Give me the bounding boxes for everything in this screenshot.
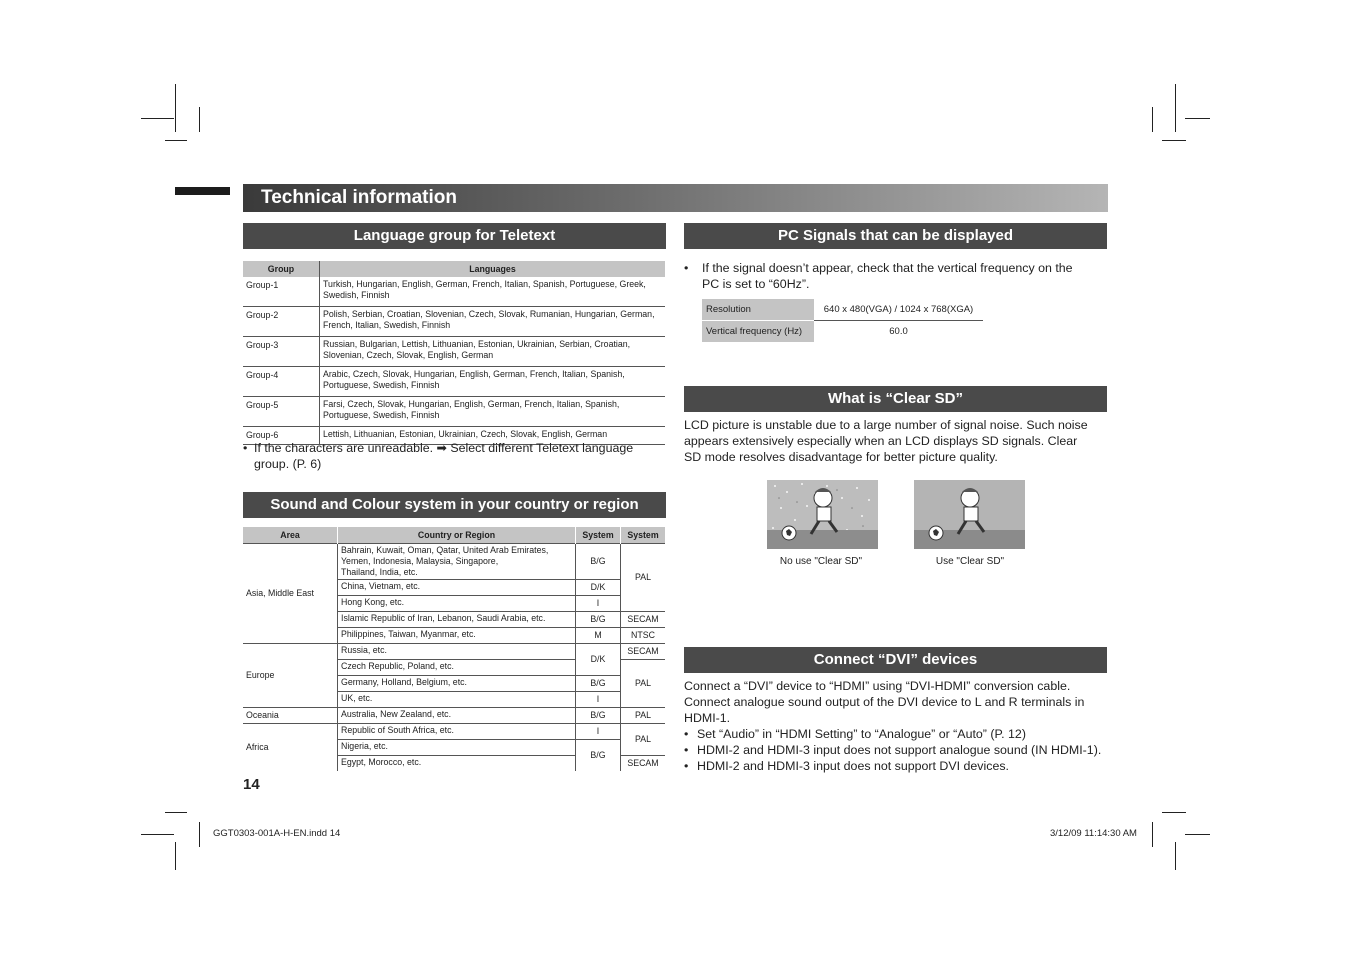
- group-cell: Group-3: [243, 337, 320, 367]
- page-number: 14: [243, 776, 260, 793]
- colour-cell: PAL: [621, 660, 666, 708]
- list-text: Set “Audio” in “HDMI Setting” to “Analogue” or “Auto” (P. 12): [697, 727, 1026, 741]
- list-text: HDMI-2 and HDMI-3 input does not support DVI devices.: [697, 759, 1009, 773]
- list-item: [684, 726, 1114, 742]
- resolution-value: 640 x 480(VGA) / 1024 x 768(XGA): [814, 299, 983, 321]
- text-line: SD mode resolves disadvantage for better picture quality.: [684, 450, 998, 464]
- country-line: Thailand, India, etc.: [341, 567, 418, 577]
- system-cell: M: [576, 628, 621, 644]
- bullet-icon: •: [684, 727, 689, 741]
- frequency-value: 60.0: [889, 326, 908, 337]
- col-system: System: [576, 527, 621, 544]
- table-row: [243, 397, 665, 427]
- list-text: HDMI-2 and HDMI-3 input does not support analogue sound (IN HDMI-1).: [697, 743, 1102, 757]
- system-cell: I: [576, 692, 621, 708]
- note-line: If the signal doesn’t appear, check that the vertical frequency on the: [702, 261, 1073, 275]
- system-cell: B/G: [576, 740, 621, 772]
- languages-cell: Farsi, Czech, Slovak, Hungarian, English, German, French, Italian, Spanish, Portuguese, Swedish, Finnish: [320, 397, 666, 427]
- languages-cell: Polish, Serbian, Croatian, Slovenian, Czech, Slovak, Rumanian, Hungarian, German, French, Italian, Swedish, Finnish: [320, 307, 666, 337]
- system-cell: I: [576, 724, 621, 740]
- table-row: [243, 337, 665, 367]
- system-cell: B/G: [576, 612, 621, 628]
- table-row: [243, 708, 665, 724]
- footer-date: 3/12/09 11:14:30 AM: [1050, 828, 1137, 839]
- crop-mark: [165, 812, 187, 813]
- country-cell: Philippines, Taiwan, Myanmar, etc.: [338, 628, 576, 644]
- crop-mark: [1175, 842, 1176, 870]
- table-row: [243, 307, 665, 337]
- crop-mark: [141, 834, 174, 835]
- languages-cell: Arabic, Czech, Slovak, Hungarian, English, German, French, Italian, Spanish, Portuguese, Swedish, Finnish: [320, 367, 666, 397]
- col-group: Group: [243, 261, 320, 277]
- dvi-description: [684, 678, 1114, 774]
- languages-cell: Russian, Bulgarian, Lettish, Lithuanian, Estonian, Ukrainian, Serbian, Croatian, Slovenian, Czech, Slovak, English, German: [320, 337, 666, 367]
- system-cell: B/G: [576, 676, 621, 692]
- country-cell: Czech Republic, Poland, etc.: [338, 660, 576, 676]
- country-cell: Islamic Republic of Iran, Lebanon, Saudi Arabia, etc.: [338, 612, 576, 628]
- area-cell: Oceania: [243, 708, 338, 724]
- caption-clear-sd: Use "Clear SD": [935, 556, 1005, 567]
- crop-mark: [1162, 812, 1186, 813]
- languages-cell: Turkish, Hungarian, English, German, French, Italian, Spanish, Portuguese, Greek, Swedish, Finnish: [320, 277, 666, 307]
- col-country: Country or Region: [338, 527, 576, 544]
- system-cell: B/G: [576, 708, 621, 724]
- col-colour-system: System: [621, 527, 666, 544]
- pc-signals-heading: PC Signals that can be displayed: [684, 223, 1107, 249]
- crop-mark: [199, 822, 200, 847]
- colour-cell: SECAM: [621, 756, 666, 772]
- crop-mark: [1175, 84, 1176, 132]
- sound-heading: Sound and Colour system in your country or region: [243, 492, 666, 518]
- country-cell: Australia, New Zealand, etc.: [338, 708, 576, 724]
- crop-mark: [1152, 107, 1153, 132]
- table-row: [243, 724, 665, 740]
- table-row: [243, 277, 665, 307]
- crop-mark: [175, 842, 176, 870]
- page-title: Technical information: [243, 184, 1108, 212]
- text-line: LCD picture is unstable due to a large number of signal noise. Such noise: [684, 418, 1088, 432]
- country-cell: Russia, etc.: [338, 644, 576, 660]
- text-line: Connect a “DVI” device to “HDMI” using “DVI-HDMI” conversion cable.: [684, 679, 1071, 693]
- list-item: [684, 742, 1114, 758]
- crop-mark: [141, 118, 174, 119]
- country-line: Yemen, Indonesia, Malaysia, Singapore,: [341, 556, 499, 566]
- dvi-heading: Connect “DVI” devices: [684, 647, 1107, 673]
- table-row: [702, 321, 983, 343]
- country-cell: UK, etc.: [338, 692, 576, 708]
- clear-sd-description: [684, 417, 1107, 465]
- col-area: Area: [243, 527, 338, 544]
- table-row: [243, 644, 665, 660]
- bullet-icon: •: [243, 441, 248, 455]
- text-line: appears extensively especially when an LCD displays SD signals. Clear: [684, 434, 1078, 448]
- text-line: Connect analogue sound output of the DVI device to L and R terminals in: [684, 695, 1085, 709]
- country-cell: Nigeria, etc.: [338, 740, 576, 756]
- clear-picture: [914, 480, 1025, 549]
- crop-mark: [1152, 822, 1153, 847]
- note-line: PC is set to “60Hz”.: [702, 277, 810, 291]
- colour-cell: SECAM: [621, 644, 666, 660]
- system-cell: D/K: [576, 644, 621, 676]
- footer-file-name: GGT0303-001A-H-EN.indd 14: [213, 828, 341, 839]
- clear-sd-heading: What is “Clear SD”: [684, 386, 1107, 412]
- group-cell: Group-1: [243, 277, 320, 307]
- area-cell: Africa: [243, 724, 338, 772]
- table-row: [243, 367, 665, 397]
- teletext-note: [243, 440, 663, 472]
- crop-mark: [1185, 118, 1210, 119]
- pc-signal-table: [702, 299, 983, 342]
- teletext-language-table: [243, 261, 665, 445]
- text-line: HDMI-1.: [684, 711, 731, 725]
- col-languages: Languages: [320, 261, 666, 277]
- group-cell: Group-5: [243, 397, 320, 427]
- crop-mark: [1185, 834, 1210, 835]
- system-cell: B/G: [576, 544, 621, 580]
- frequency-label: Vertical frequency (Hz): [702, 321, 814, 343]
- crop-mark: [165, 140, 187, 141]
- system-cell: D/K: [576, 580, 621, 596]
- colour-cell: PAL: [621, 544, 666, 612]
- crop-mark: [1162, 140, 1186, 141]
- country-cell: Germany, Holland, Belgium, etc.: [338, 676, 576, 692]
- noisy-picture: [767, 480, 878, 549]
- country-cell: Hong Kong, etc.: [338, 596, 576, 612]
- colour-cell: PAL: [621, 708, 666, 724]
- country-cell: Egypt, Morocco, etc.: [338, 756, 576, 772]
- bullet-icon: •: [684, 759, 689, 773]
- country-cell: China, Vietnam, etc.: [338, 580, 576, 596]
- area-cell: Asia, Middle East: [243, 544, 338, 644]
- country-line: Bahrain, Kuwait, Oman, Qatar, United Arab Emirates,: [341, 545, 549, 555]
- sound-colour-table: [243, 527, 665, 771]
- area-cell: Europe: [243, 644, 338, 708]
- group-cell: Group-6: [243, 427, 320, 445]
- table-row: [243, 544, 665, 580]
- bullet-icon: •: [684, 743, 689, 757]
- crop-mark: [199, 107, 200, 132]
- colour-cell: PAL: [621, 724, 666, 756]
- group-cell: Group-4: [243, 367, 320, 397]
- list-item: [684, 758, 1114, 774]
- languages-cell: Lettish, Lithuanian, Estonian, Ukrainian, Czech, Slovak, English, German: [320, 427, 666, 445]
- resolution-label: Resolution: [702, 299, 814, 321]
- group-cell: Group-2: [243, 307, 320, 337]
- pc-note: [684, 260, 1104, 292]
- section-marker: [175, 187, 230, 195]
- bullet-icon: •: [684, 261, 689, 275]
- note-line: group. (P. 6): [254, 457, 322, 471]
- colour-cell: NTSC: [621, 628, 666, 644]
- crop-mark: [175, 84, 176, 132]
- country-cell: Republic of South Africa, etc.: [338, 724, 576, 740]
- caption-no-clear-sd: No use "Clear SD": [779, 556, 863, 567]
- table-row: [702, 299, 983, 321]
- colour-cell: SECAM: [621, 612, 666, 628]
- teletext-heading: Language group for Teletext: [243, 223, 666, 249]
- country-cell: [338, 544, 576, 580]
- system-cell: I: [576, 596, 621, 612]
- note-line: If the characters are unreadable. ➡ Select different Teletext language: [254, 441, 634, 455]
